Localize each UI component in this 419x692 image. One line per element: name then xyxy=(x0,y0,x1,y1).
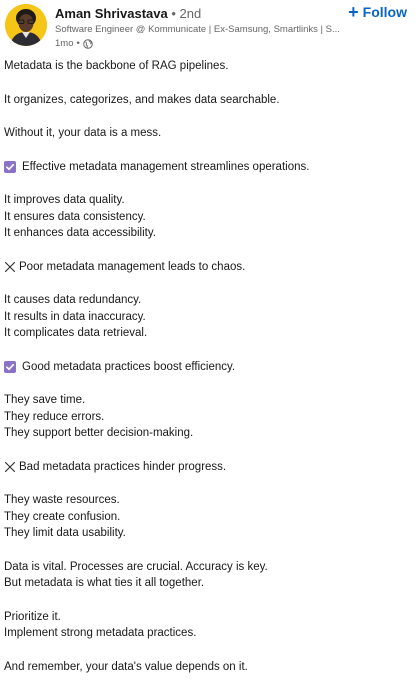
follow-label: Follow xyxy=(362,4,407,20)
text-line: Implement strong metadata practices. xyxy=(4,627,197,639)
paragraph xyxy=(4,58,414,75)
text-line: Without it, your data is a mess. xyxy=(4,127,162,139)
paragraph xyxy=(4,292,414,342)
paragraph xyxy=(4,559,414,592)
post-header xyxy=(0,0,419,52)
paragraph xyxy=(4,92,414,109)
text-line: It complicates data retrieval. xyxy=(4,327,148,339)
post-body xyxy=(4,58,414,692)
section-heading-text: Poor metadata management leads to chaos. xyxy=(19,260,246,273)
paragraph xyxy=(4,192,414,242)
section-heading xyxy=(4,359,414,376)
avatar-portrait xyxy=(5,4,47,46)
section-heading xyxy=(4,159,414,176)
text-line: They support better decision-making. xyxy=(4,427,194,439)
text-line: It ensures data consistency. xyxy=(4,210,146,223)
text-line: It causes data redundancy. xyxy=(4,294,142,306)
text-line: They create confusion. xyxy=(4,510,121,523)
section-heading-text: Good metadata practices boost efficiency. xyxy=(22,360,236,373)
section-heading-text: Bad metadata practices hinder progress. xyxy=(19,460,227,473)
author-line xyxy=(55,6,201,22)
plus-icon: + xyxy=(348,2,359,22)
section-heading xyxy=(4,459,414,476)
post-timestamp: 1mo xyxy=(55,38,74,49)
text-line: They save time. xyxy=(4,394,86,406)
post-meta xyxy=(55,38,93,50)
text-line: Prioritize it. xyxy=(4,610,61,623)
paragraph xyxy=(4,492,414,542)
globe-icon xyxy=(83,39,93,49)
text-line: They waste resources. xyxy=(4,494,120,506)
text-line: And remember, your data's value depends on it. xyxy=(4,660,248,673)
text-line: They limit data usability. xyxy=(4,527,126,539)
text-line: It organizes, categorizes, and makes data searchable. xyxy=(4,93,280,106)
cross-icon xyxy=(4,461,16,473)
cross-icon xyxy=(4,261,16,273)
author-headline: Software Engineer @ Kommunicate | Ex-Samsung, Smartlinks | S... xyxy=(55,24,340,35)
text-line: They reduce errors. xyxy=(4,410,105,423)
text-line: It enhances data accessibility. xyxy=(4,227,156,239)
section-heading xyxy=(4,259,414,276)
paragraph xyxy=(4,659,414,676)
author-name[interactable]: Aman Shrivastava xyxy=(55,6,168,21)
paragraph xyxy=(4,392,414,442)
check-icon xyxy=(4,161,16,173)
paragraph xyxy=(4,125,414,142)
text-line: It improves data quality. xyxy=(4,194,125,206)
text-line: But metadata is what ties it all together. xyxy=(4,577,205,589)
paragraph xyxy=(4,609,414,642)
degree-separator: • xyxy=(167,6,180,21)
connection-degree: 2nd xyxy=(179,6,202,21)
section-heading-text: Effective metadata management streamlines operations. xyxy=(22,160,310,173)
author-avatar[interactable] xyxy=(5,4,47,46)
check-icon xyxy=(4,361,16,373)
follow-button[interactable] xyxy=(348,3,407,21)
meta-separator: • xyxy=(76,38,80,49)
text-line: It results in data inaccuracy. xyxy=(4,310,146,323)
text-line: Metadata is the backbone of RAG pipelines. xyxy=(4,60,229,72)
text-line: Data is vital. Processes are crucial. Accuracy is key. xyxy=(4,560,268,573)
